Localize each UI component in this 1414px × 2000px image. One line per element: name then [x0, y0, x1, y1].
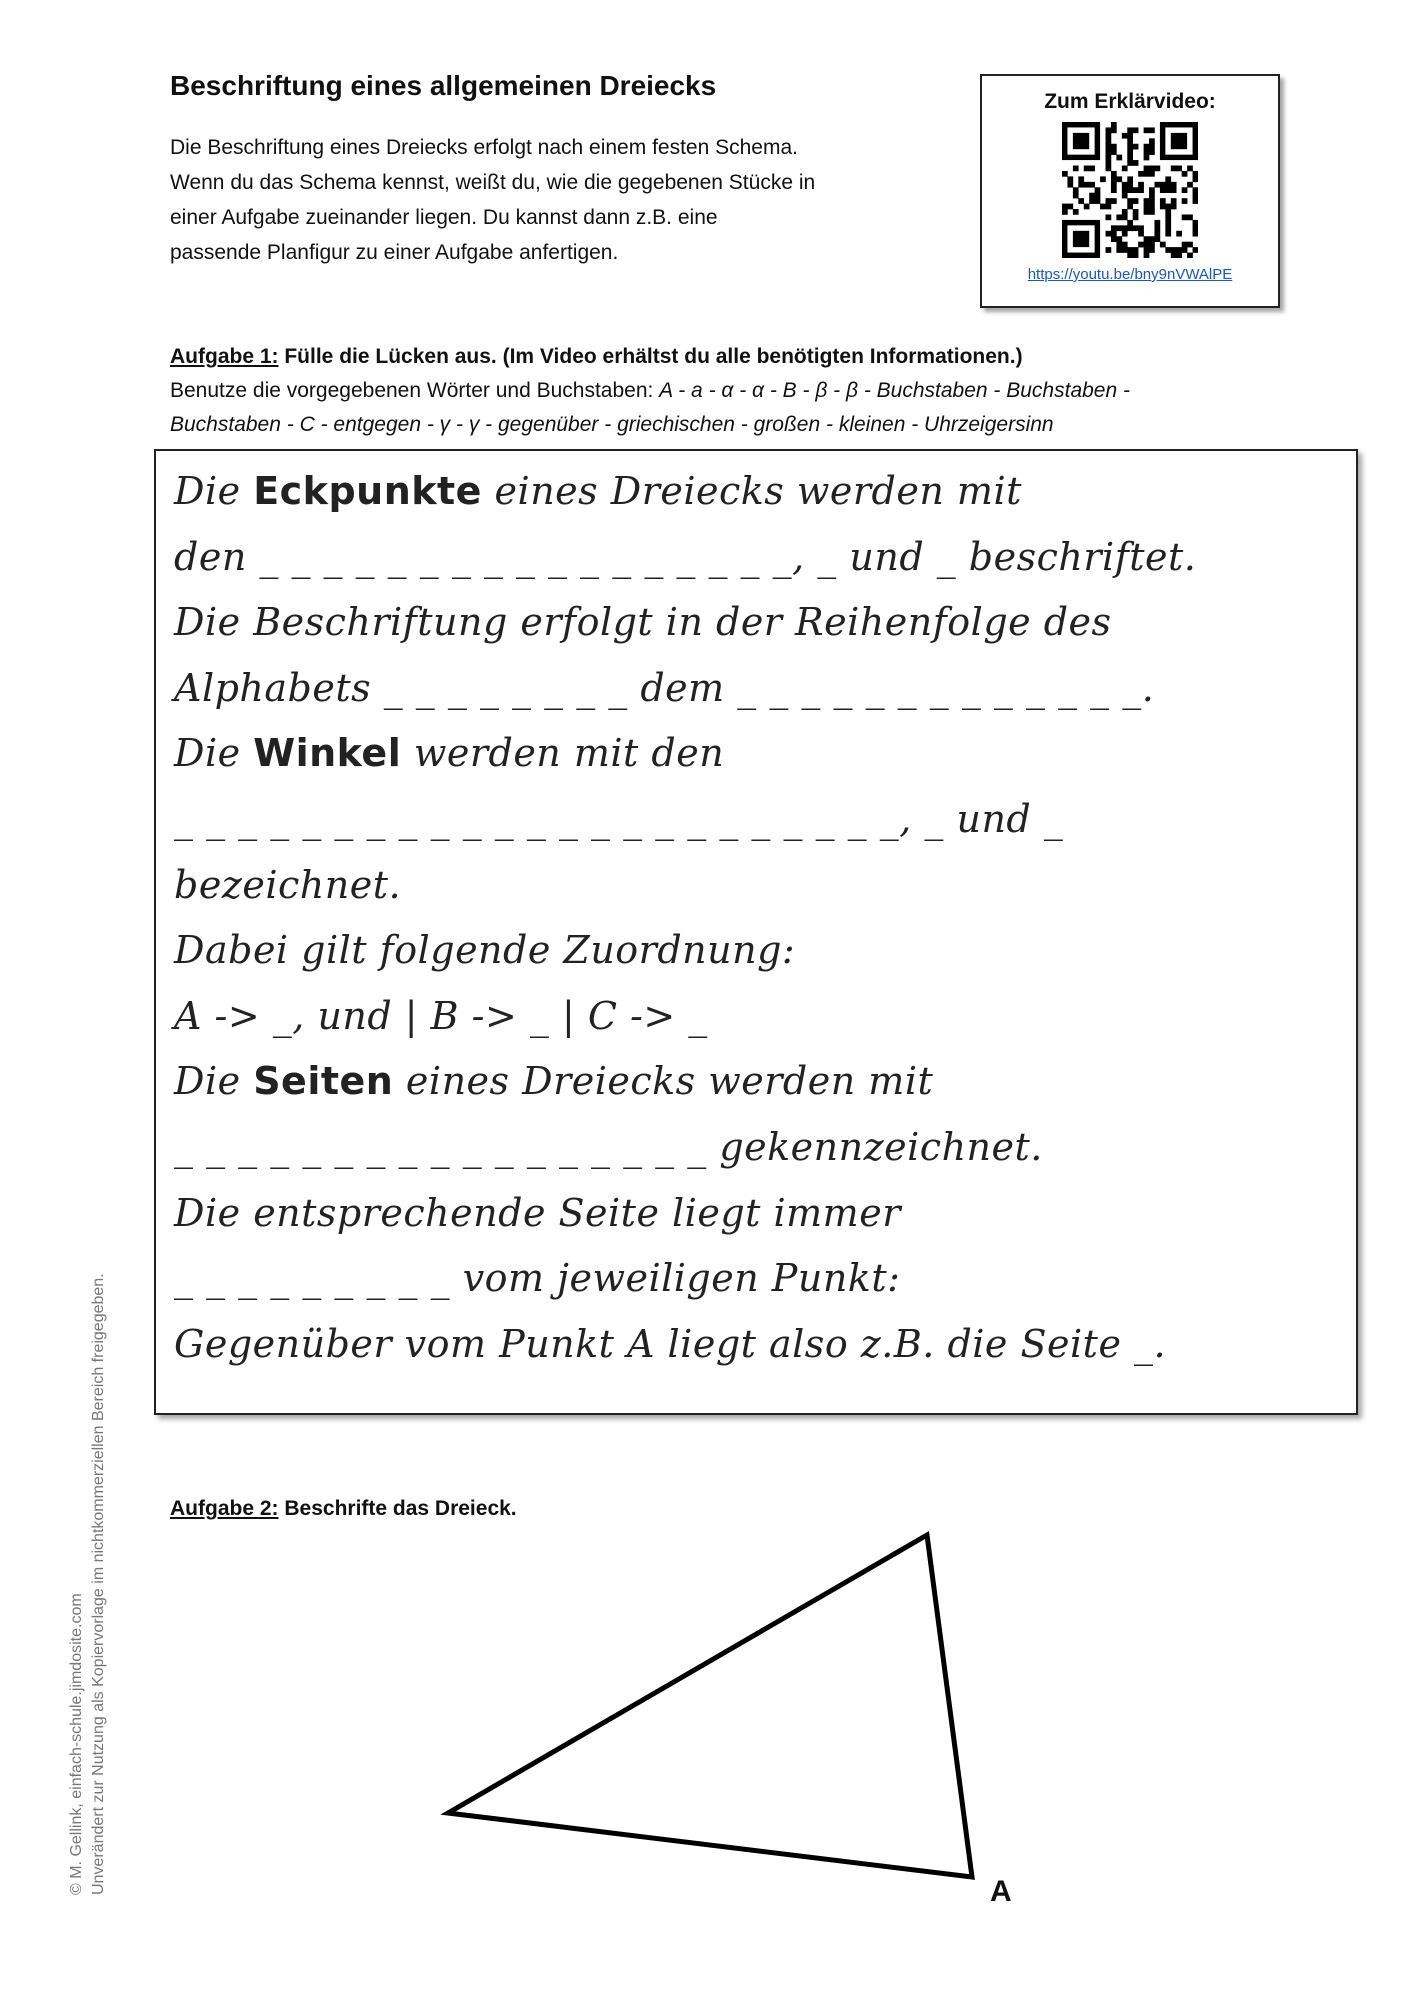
keyword-winkel: Winkel	[253, 731, 402, 776]
cloze-line[interactable]: Gegenüber vom Punkt A liegt also z.B. die Seite _.	[174, 1321, 1167, 1366]
cloze-text-part: Die	[174, 469, 254, 513]
cloze-line: Die entsprechende Seite liegt immer	[174, 1190, 901, 1235]
intro-line: Wenn du das Schema kennst, weißt du, wie die gegebenen Stücke in	[170, 171, 816, 194]
word-bank-words: A - a - α - α - B - β - β - Buchstaben - Buchstaben -	[659, 379, 1130, 402]
cloze-text-part: Die	[174, 1059, 254, 1104]
intro-line: passende Planfigur zu einer Aufgabe anfertigen.	[170, 241, 619, 264]
cloze-line[interactable]: _ _ _ _ _ _ _ _ _ _ _ _ _ _ _ _ _ gekennzeichnet.	[174, 1124, 1043, 1169]
cloze-line[interactable]: _ _ _ _ _ _ _ _ _ _ _ _ _ _ _ _ _ _ _ _ _ _ _, _ und _	[174, 796, 1064, 841]
cloze-line: bezeichnet.	[174, 862, 402, 907]
cloze-text-part: Die	[174, 731, 254, 776]
task2-label: Aufgabe 2:	[170, 1497, 279, 1520]
cloze-line[interactable]: A -> _, und | B -> _ | C -> _	[174, 993, 708, 1038]
keyword-seiten: Seiten	[253, 1059, 394, 1104]
cloze-line[interactable]: den _ _ _ _ _ _ _ _ _ _ _ _ _ _ _ _ _, _ und _ beschriftet.	[174, 534, 1197, 579]
task1-label: Aufgabe 1:	[170, 345, 279, 368]
task1-instruction: Fülle die Lücken aus. (Im Video erhältst du alle benötigten Informationen.)	[284, 345, 1023, 368]
cloze-text-part: werden mit den	[401, 731, 725, 776]
license-line: Unverändert zur Nutzung als Kopiervorlage im nichtkommerziellen Bereich freigegeben.	[90, 1273, 107, 1895]
cloze-text-part: eines Dreiecks werden mit	[481, 469, 1022, 513]
cloze-line: Die Beschriftung erfolgt in der Reihenfolge des	[174, 600, 1112, 645]
keyword-eckpunkte: Eckpunkte	[253, 469, 482, 513]
video-link[interactable]: https://youtu.be/bny9nVWAlPE	[1027, 266, 1233, 283]
task2-instruction: Beschrifte das Dreieck.	[284, 1497, 517, 1520]
triangle-shape	[448, 1535, 972, 1877]
word-bank-words: Buchstaben - C - entgegen - γ - γ - gegenüber - griechischen - großen - kleinen - Uhrzeigersinn	[170, 413, 1054, 436]
cloze-line[interactable]: _ _ _ _ _ _ _ _ _ vom jeweiligen Punkt:	[174, 1256, 901, 1301]
word-bank-intro: Benutze die vorgegebenen Wörter und Buchstaben:	[170, 379, 654, 402]
cloze-line[interactable]: Alphabets _ _ _ _ _ _ _ _ dem _ _ _ _ _ _ _ _ _ _ _ _ _.	[174, 665, 1155, 710]
intro-line: einer Aufgabe zueinander liegen. Du kannst dann z.B. eine	[170, 206, 718, 229]
page-title: Beschriftung eines allgemeinen Dreiecks	[170, 70, 717, 101]
cloze-text-part: eines Dreiecks werden mit	[393, 1059, 934, 1104]
vertex-label-a: A	[990, 1875, 1012, 1908]
copyright-line: © M. Gellink, einfach-schule.jimdosite.com	[68, 1593, 85, 1895]
video-heading: Zum Erklärvideo:	[1044, 90, 1216, 113]
intro-line: Die Beschriftung eines Dreiecks erfolgt nach einem festen Schema.	[170, 136, 798, 159]
cloze-line: Dabei gilt folgende Zuordnung:	[174, 928, 796, 973]
copyright-note	[66, 1273, 110, 1895]
